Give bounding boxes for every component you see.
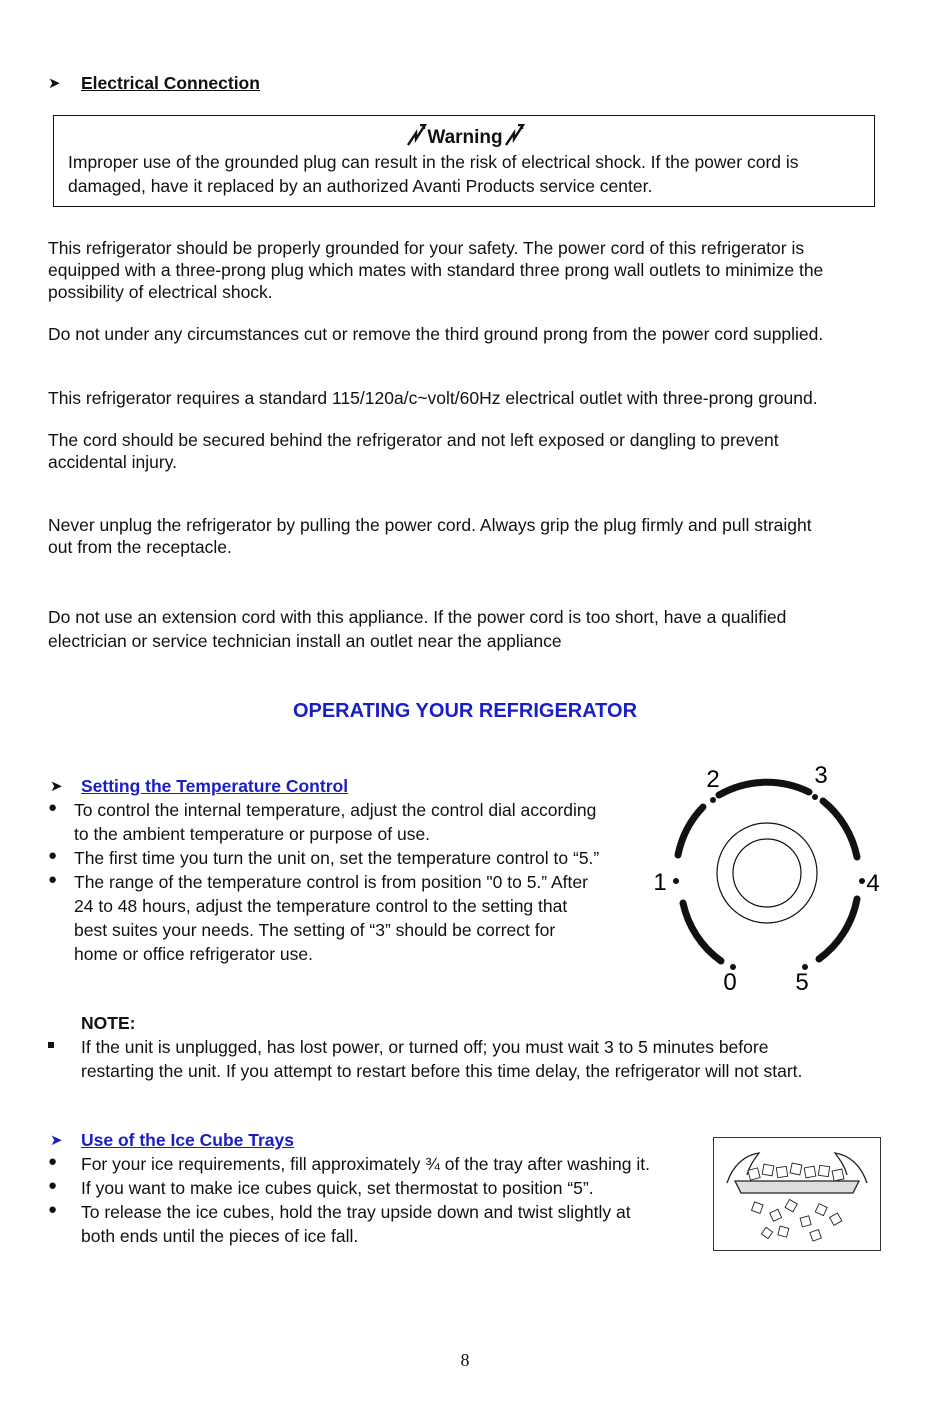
paragraph-line: electrician or service technician install an outlet near the appliance <box>48 631 562 651</box>
warning-title: Warning <box>427 127 503 148</box>
warning-text-line: damaged, have it replaced by an authorized Avanti Products service center. <box>68 176 653 196</box>
paragraph-line: Do not under any circumstances cut or remove the third ground prong from the power cord supplied. <box>48 324 824 344</box>
dial-arc-segment <box>683 903 721 961</box>
note-line: If the unit is unplugged, has lost power, or turned off; you must wait 3 to 5 minutes before <box>81 1037 769 1057</box>
warning-title-row <box>54 124 876 150</box>
bullet-line: 24 to 48 hours, adjust the temperature control to the setting that <box>74 896 568 916</box>
paragraph-line: Do not use an extension cord with this appliance. If the power cord is too short, have a qualified <box>48 607 787 627</box>
arrowhead-bullet-icon: ➤ <box>50 1132 63 1149</box>
bullet-dot: ● <box>48 847 58 864</box>
dial-label-5: 5 <box>795 969 809 996</box>
dial-knob-outer <box>717 823 817 923</box>
paragraph-line: accidental injury. <box>48 452 178 472</box>
section-heading-ice: Use of the Ice Cube Trays <box>81 1130 294 1150</box>
arrowhead-bullet-icon: ➤ <box>50 778 63 795</box>
ice-tray-illustration <box>713 1137 881 1251</box>
bullet-line: To release the ice cubes, hold the tray upside down and twist slightly at <box>81 1202 631 1222</box>
bullet-dot: ● <box>48 1177 58 1194</box>
bullet-line: The range of the temperature control is from position "0 to 5.” After <box>74 872 588 892</box>
bullet-dot: ● <box>48 871 58 888</box>
dial-arc-segment <box>823 801 857 857</box>
warning-box <box>53 115 875 207</box>
dial-label-2: 2 <box>706 766 720 793</box>
paragraph-line: out from the receptacle. <box>48 537 232 557</box>
warning-text-line: Improper use of the grounded plug can result in the risk of electrical shock. If the power cord is <box>68 152 799 172</box>
operating-heading: OPERATING YOUR REFRIGERATOR <box>292 700 638 722</box>
dial-label-1: 1 <box>653 869 667 896</box>
dial-label-3: 3 <box>814 762 828 789</box>
dial-dot <box>710 797 716 803</box>
bullet-line: The first time you turn the unit on, set the temperature control to “5.” <box>74 848 600 868</box>
bullet-line: For your ice requirements, fill approximately ¾ of the tray after washing it. <box>81 1154 650 1174</box>
bullet-line: To control the internal temperature, adjust the control dial according <box>74 800 597 820</box>
dial-arc-segment <box>819 899 857 959</box>
paragraph-line: This refrigerator requires a standard 115/120a/c~volt/60Hz electrical outlet with three-prong ground. <box>48 388 818 408</box>
bullet-dot: ● <box>48 799 58 816</box>
paragraph-line: equipped with a three-prong plug which mates with standard three prong wall outlets to minimize the <box>48 260 824 280</box>
bullet-line: If you want to make ice cubes quick, set thermostat to position “5”. <box>81 1178 594 1198</box>
section-heading-electrical: Electrical Connection <box>81 73 260 93</box>
note-label: NOTE: <box>81 1013 136 1033</box>
paragraph-line: The cord should be secured behind the refrigerator and not left exposed or dangling to prevent <box>48 430 779 450</box>
lightning-bolt-icon <box>503 124 525 146</box>
page-number: 8 <box>460 1350 470 1370</box>
dial-arc-segment <box>719 782 809 795</box>
ice-tray-icon <box>735 1181 859 1193</box>
temperature-dial-diagram <box>645 755 890 1000</box>
dial-dot <box>859 878 865 884</box>
paragraph-line: Never unplug the refrigerator by pulling the power cord. Always grip the plug firmly and pull straight <box>48 515 812 535</box>
bullet-line: best suites your needs. The setting of “3” should be correct for <box>74 920 556 940</box>
section-heading-temperature: Setting the Temperature Control <box>81 776 349 796</box>
square-bullet-icon <box>48 1042 54 1048</box>
illustration-frame <box>714 1138 881 1251</box>
dial-knob-inner <box>733 839 801 907</box>
lightning-bolt-icon <box>405 124 427 146</box>
dial-dot <box>812 794 818 800</box>
dial-label-0: 0 <box>723 969 737 996</box>
dial-label-4: 4 <box>866 870 880 897</box>
arrowhead-bullet-icon: ➤ <box>48 75 61 92</box>
bullet-line: to the ambient temperature or purpose of use. <box>74 824 431 844</box>
dial-arc-segment <box>678 807 703 855</box>
bullet-dot: ● <box>48 1201 58 1218</box>
bullet-dot: ● <box>48 1153 58 1170</box>
bullet-line: home or office refrigerator use. <box>74 944 313 964</box>
bullet-line: both ends until the pieces of ice fall. <box>81 1226 359 1246</box>
dial-dot <box>673 878 679 884</box>
paragraph-line: This refrigerator should be properly grounded for your safety. The power cord of this refrigerator is <box>48 238 805 258</box>
note-line: restarting the unit. If you attempt to restart before this time delay, the refrigerator will not start. <box>81 1061 803 1081</box>
paragraph-line: possibility of electrical shock. <box>48 282 273 302</box>
